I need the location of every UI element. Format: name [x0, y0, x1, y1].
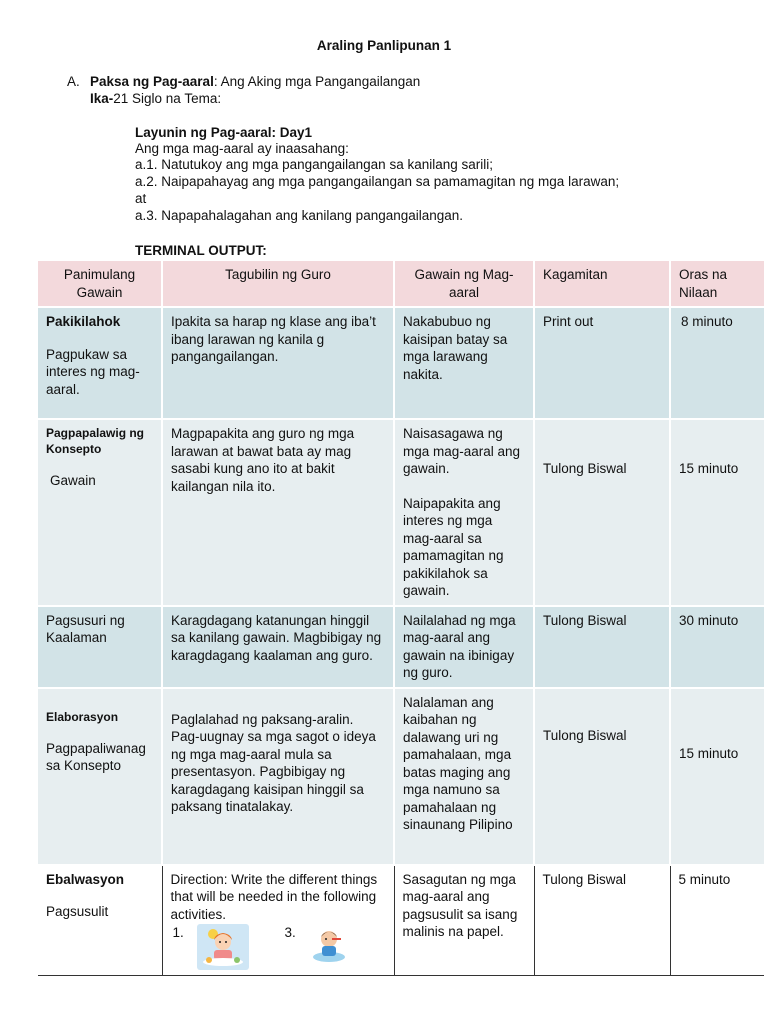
layunin-item-at: at [135, 191, 147, 206]
ika-label: Ika- [90, 91, 114, 106]
table-header-row [38, 261, 764, 307]
row2-teacher-instruction: Magpapakita ang guro ng mga larawan at bawat bata ay mag sasabi kung ano ito at bakit kailangan nila ito. [162, 419, 394, 606]
lesson-plan-table [38, 261, 764, 976]
row1-teacher-instruction: Ipakita sa harap ng klase ang iba’t ibang larawan ng kanila g pangangailangan. [162, 307, 394, 419]
layunin-heading: Layunin ng Pag-aaral: Day1 [135, 125, 313, 140]
table-row [38, 606, 764, 688]
row1-materials: Print out [534, 307, 670, 419]
terminal-output-heading: TERMINAL OUTPUT: [135, 243, 267, 258]
row1-activity-sub: Pagpukaw sa interes ng mag-aaral. [46, 346, 140, 397]
row4-teacher-instruction: Paglalahad ng paksang-aralin. Pag-uugnay sa mga sagot o ideya ng mga mag-aaral mula sa presentasyon. Pagbibigay ng karagdagang kaisipan hinggil sa paksang tinatalakay. [162, 688, 394, 865]
row5-time: 5 minuto [670, 865, 764, 976]
activity-pictures [171, 924, 386, 970]
row1-activity-title: Pakikilahok [46, 314, 121, 329]
row3-student-activity: Nailalahad ng mga mag-aaral ang gawain na ibinigay ng guro. [394, 606, 534, 688]
child-brushing-teeth-icon [309, 924, 349, 964]
layunin-item-a3: a.3. Napapahalagahan ang kanilang pangangailangan. [135, 208, 464, 223]
ika-line [90, 90, 221, 107]
paksa-value: : Ang Aking mga Pangangailangan [213, 74, 421, 89]
ika-value: 21 Siglo na Tema: [113, 91, 222, 106]
row1-time: 8 minuto [670, 307, 764, 419]
document-title: Araling Panlipunan 1 [316, 38, 452, 53]
layunin-item-a1: a.1. Natutukoy ang mga pangangailangan sa kanilang sarili; [135, 157, 493, 172]
row3-materials: Tulong Biswal [534, 606, 670, 688]
row2-activity-title: Pagpapalawig ng Konsepto [46, 426, 145, 456]
table-row [38, 688, 764, 865]
paksa-label: Paksa ng Pag-aaral [90, 74, 214, 89]
row5-activity-sub: Pagsusulit [46, 904, 109, 919]
picture-number-3: 3. [284, 925, 296, 940]
row2-activity-sub: Gawain [50, 473, 96, 488]
table-row [38, 865, 764, 976]
header-panimulang-gawain: Panimulang Gawain [38, 261, 162, 307]
layunin-item-a2: a.2. Naipapahayag ang mga pangangailangan sa pamamagitan ng mga larawan; [135, 174, 620, 189]
row3-time: 30 minuto [670, 606, 764, 688]
picture-number-1: 1. [172, 925, 184, 940]
section-letter: A. [67, 74, 80, 89]
row5-materials: Tulong Biswal [534, 865, 670, 976]
child-eating-icon [197, 924, 249, 970]
row2-student-activity: Naisasagawa ng mga mag-aaral ang gawain. [403, 426, 521, 476]
row2-student-activity-2: Naipapakita ang interes ng mga mag-aaral sa pamamagitan ng pakikilahok sa gawain. [403, 495, 504, 598]
row4-time: 15 minuto [670, 688, 764, 865]
table-row [38, 419, 764, 606]
row4-materials: Tulong Biswal [534, 688, 670, 865]
row2-time: 15 minuto [670, 419, 764, 606]
layunin-intro: Ang mga mag-aaral ay inaasahang: [135, 141, 349, 156]
header-gawain-mag-aaral: Gawain ng Mag-aaral [394, 261, 534, 307]
row3-activity-title: Pagsusuri ng Kaalaman [38, 606, 162, 688]
paksa-line [90, 73, 420, 90]
header-kagamitan: Kagamitan [534, 261, 670, 307]
row5-student-activity: Sasagutan ng mga mag-aaral ang pagsusulit sa isang malinis na papel. [394, 865, 534, 976]
header-oras: Oras na Nilaan [670, 261, 764, 307]
row2-materials: Tulong Biswal [534, 419, 670, 606]
row5-teacher-instruction: Direction: Write the different things that will be needed in the following activities. [170, 871, 378, 922]
table-row [38, 307, 764, 419]
row4-student-activity: Nalalaman ang kaibahan ng dalawang uri ng pamahalaan, mga batas maging ang mga namuno sa pamahalaan ng sinaunang Pilipino [394, 688, 534, 865]
row3-teacher-instruction: Karagdagang katanungan hinggil sa kanilang gawain. Magbibigay ng karagdagang kaalaman ang guro. [162, 606, 394, 688]
header-tagubilin: Tagubilin ng Guro [162, 261, 394, 307]
row4-activity-sub: Pagpapaliwanag sa Konsepto [46, 740, 146, 773]
row5-activity-title: Ebalwasyon [46, 871, 125, 887]
row1-student-activity: Nakabubuo ng kaisipan batay sa mga larawang nakita. [394, 307, 534, 419]
row4-activity-title: Elaborasyon [46, 709, 119, 724]
